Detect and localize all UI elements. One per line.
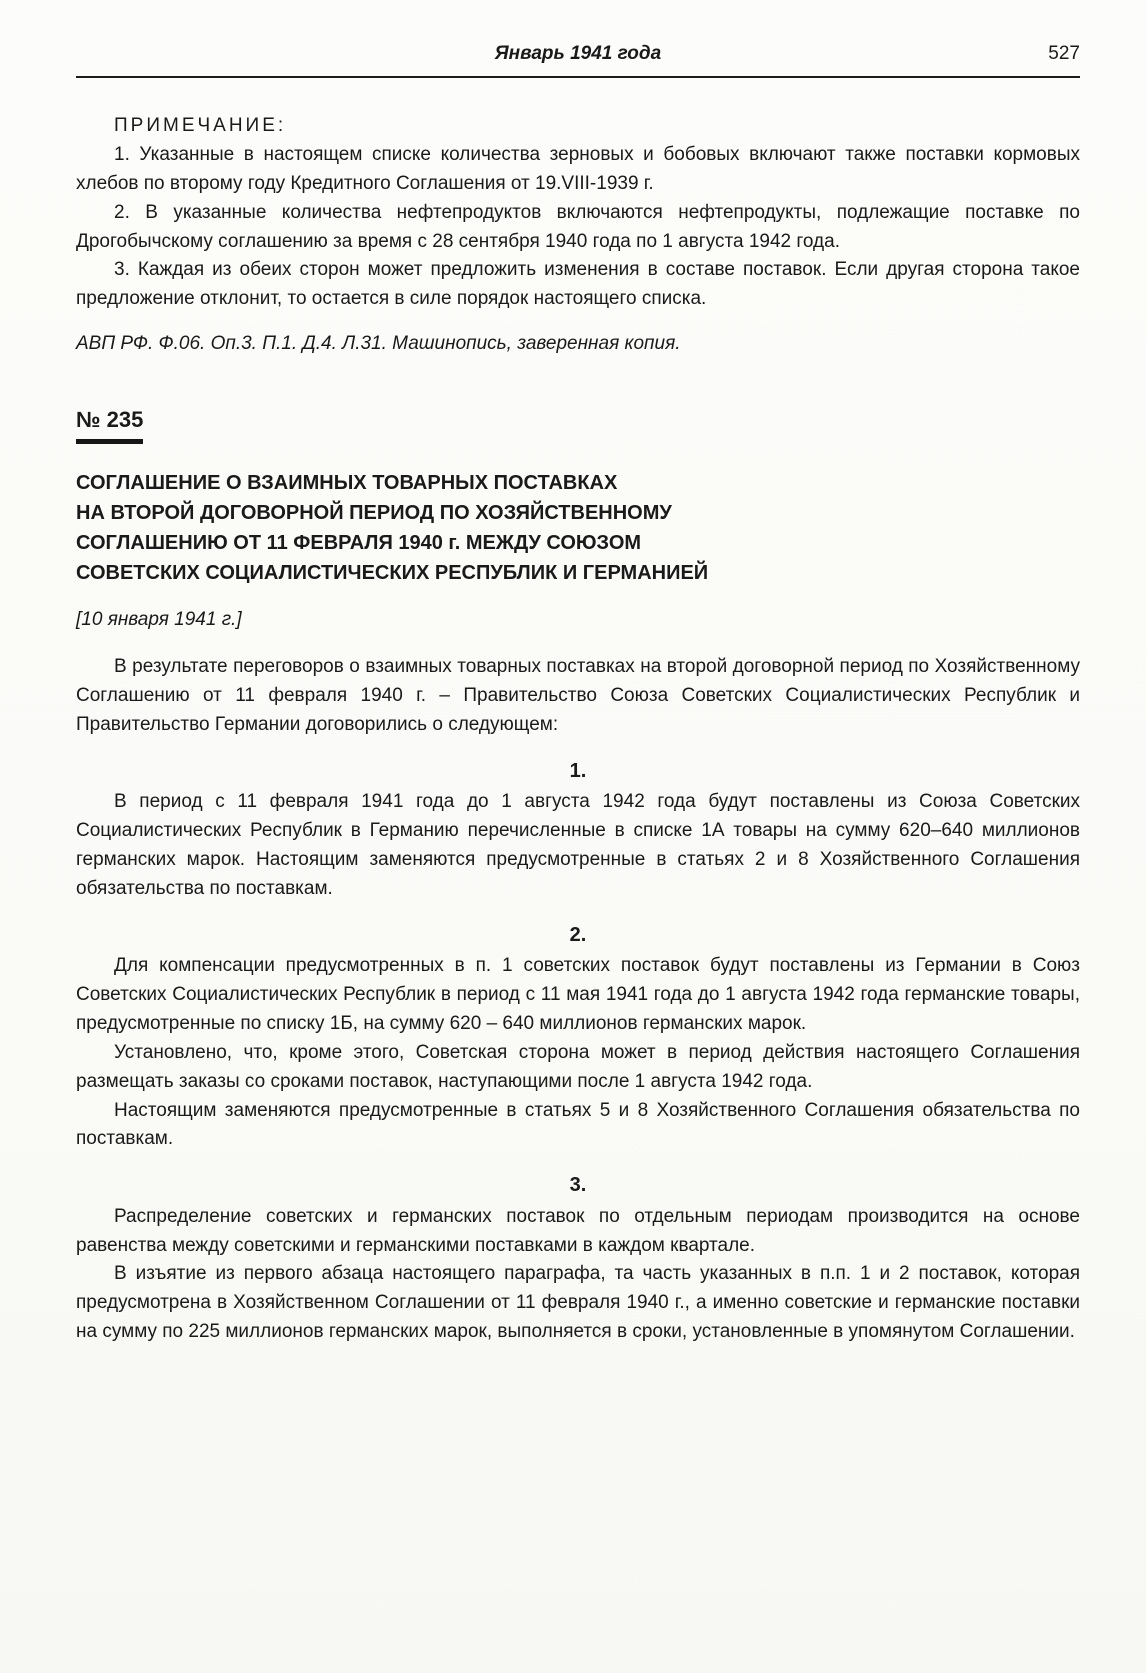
section-1-number: 1. bbox=[569, 759, 587, 782]
running-title: Январь 1941 года bbox=[494, 43, 662, 64]
section-2-paragraph-1: Для компенсации предусмотренных в п. 1 советских поставок будут поставлены из Германии в Союз Советских Социалистических Республик в период с 11 мая 1941 года до 1 августа 1942 года германские товары, предусмотренные по списку 1Б, на сумму 620 – 640 миллионов германских марок. bbox=[76, 955, 1080, 1034]
document-number: № 235 bbox=[76, 403, 143, 444]
archive-reference: АВП РФ. Ф.06. Оп.3. П.1. Д.4. Л.31. Машинопись, заверенная копия. bbox=[76, 333, 681, 355]
note-item-2: 2. В указанные количества нефтепродуктов включаются нефтепродукты, подлежащие поставке по Дрогобычскому соглашению за время с 28 сентября 1940 года по 1 августа 1942 года. bbox=[76, 201, 1080, 252]
document-number-row bbox=[76, 403, 1080, 444]
section-1-paragraph-1: В период с 11 февраля 1941 года до 1 августа 1942 года будут поставлены из Союза Советских Социалистических Республик в Германию перечисленные в списке 1А товары на сумму 620–640 миллионов германских марок. Настоящим заменяются предусмотренные в статьях 2 и 8 Хозяйственного Соглашения обязательства по поставкам. bbox=[76, 791, 1080, 899]
document-date: [10 января 1941 г.] bbox=[76, 609, 242, 631]
document-title-line-2: НА ВТОРОЙ ДОГОВОРНОЙ ПЕРИОД ПО ХОЗЯЙСТВЕННОМУ bbox=[76, 502, 672, 525]
section-2-paragraph-3: Настоящим заменяются предусмотренные в статьях 5 и 8 Хозяйственного Соглашения обязательства по поставкам. bbox=[76, 1099, 1080, 1150]
document-title bbox=[76, 468, 1080, 588]
section-1 bbox=[76, 756, 1080, 904]
section-3-number: 3. bbox=[569, 1174, 587, 1197]
section-3-paragraph-1: Распределение советских и германских поставок по отдельным периодам производится на основе равенства между советскими и германскими поставками в каждом квартале. bbox=[76, 1205, 1080, 1256]
page-number: 527 bbox=[1048, 43, 1080, 64]
section-3 bbox=[76, 1170, 1080, 1347]
note-item-1: 1. Указанные в настоящем списке количества зерновых и бобовых включают также поставки кормовых хлебов по второму году Кредитного Соглашения от 19.VIII-1939 г. bbox=[76, 143, 1080, 194]
note-item-3: 3. Каждая из обеих сторон может предложить изменения в составе поставок. Если другая сторона такое предложение отклонит, то остается в силе порядок настоящего списка. bbox=[76, 259, 1080, 310]
section-3-paragraph-2: В изъятие из первого абзаца настоящего параграфа, та часть указанных в п.п. 1 и 2 поставок, которая предусмотрена в Хозяйственном Соглашении от 11 февраля 1940 г., а именно советские и германские поставки на сумму по 225 миллионов германских марок, выполняется в сроки, установленные в упомянутом Соглашении. bbox=[76, 1263, 1080, 1343]
note-heading: ПРИМЕЧАНИЕ: bbox=[114, 115, 287, 136]
document-preamble: В результате переговоров о взаимных товарных поставках на второй договорной период по Хозяйственному Соглашению от 11 февраля 1940 г. – Правительство Союза Советских Социалистических Республик и Правительство Германии договорились о следующем: bbox=[76, 656, 1080, 736]
header-rule bbox=[76, 76, 1080, 78]
section-2-paragraph-2: Установлено, что, кроме этого, Советская сторона может в период действия настоящего Соглашения размещать заказы со сроками поставок, наступающими после 1 августа 1942 года. bbox=[76, 1041, 1080, 1092]
document-title-line-1: СОГЛАШЕНИЕ О ВЗАИМНЫХ ТОВАРНЫХ ПОСТАВКАХ bbox=[76, 472, 618, 495]
section-2-number: 2. bbox=[569, 923, 587, 946]
section-2 bbox=[76, 920, 1080, 1155]
document-235 bbox=[76, 403, 1080, 1347]
document-title-line-4: СОВЕТСКИХ СОЦИАЛИСТИЧЕСКИХ РЕСПУБЛИК И ГЕРМАНИЕЙ bbox=[76, 562, 709, 585]
note-section bbox=[76, 112, 1080, 359]
running-header bbox=[76, 40, 1080, 70]
document-title-line-3: СОГЛАШЕНИЮ ОТ 11 ФЕВРАЛЯ 1940 г. МЕЖДУ СОЮЗОМ bbox=[76, 532, 642, 555]
